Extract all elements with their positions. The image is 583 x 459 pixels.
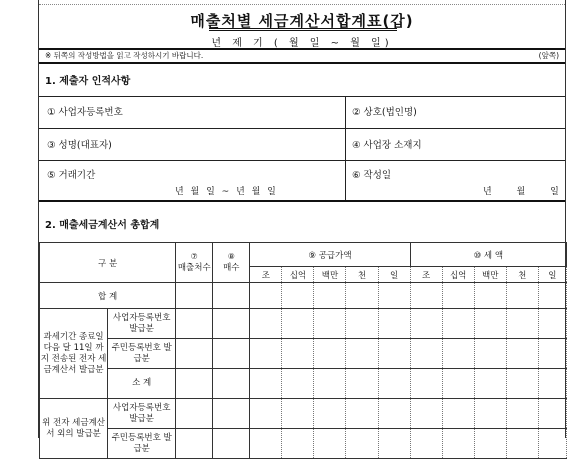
column-divider (345, 96, 346, 200)
unit-label: 조 (250, 267, 282, 283)
input-cell[interactable] (506, 339, 538, 369)
input-cell[interactable] (314, 283, 346, 309)
input-cell[interactable] (378, 339, 410, 369)
input-cell[interactable] (474, 339, 506, 369)
row-label: 사업자등록번호 발급분 (108, 309, 176, 339)
electronic-issued-group-label: 과세기간 종료일 다음 달 11일 까지 전송된 전자 세금계산서 발급분 (40, 309, 108, 399)
row-label: 소 계 (108, 369, 176, 399)
divider (39, 160, 565, 161)
tax-amount-number: ⑩ (473, 250, 482, 261)
divider (39, 128, 565, 129)
input-cell[interactable] (474, 369, 506, 399)
period-line: 년 제 기 ( 월 일 ~ 월 일) (211, 38, 393, 49)
input-cell[interactable] (314, 399, 346, 429)
business-no-field[interactable]: ① 사업자등록번호 (47, 107, 123, 118)
unit-label: 십억 (442, 267, 474, 283)
address-field[interactable]: ④ 사업장 소재지 (352, 140, 422, 151)
sheet-count-label: 매수 (223, 263, 240, 273)
input-cell[interactable] (474, 429, 506, 459)
input-cell[interactable] (314, 429, 346, 459)
input-cell[interactable] (176, 429, 213, 459)
trade-period-field[interactable]: ⑤ 거래기간 (47, 170, 96, 181)
section2-heading: 2. 매출세금계산서 총합계 (45, 220, 160, 231)
divider (39, 96, 565, 97)
category-header: 구 분 (40, 243, 176, 283)
written-date-values: 년 월 일 (483, 187, 559, 197)
summary-table (39, 242, 567, 459)
buyer-count-number: ⑦ (190, 252, 198, 261)
table-row (40, 283, 567, 309)
input-cell[interactable] (538, 429, 566, 459)
input-cell[interactable] (506, 399, 538, 429)
input-cell[interactable] (213, 339, 250, 369)
input-cell[interactable] (213, 283, 250, 309)
input-cell[interactable] (506, 369, 538, 399)
unit-label: 십억 (282, 267, 314, 283)
input-cell[interactable] (176, 399, 213, 429)
input-cell[interactable] (346, 369, 378, 399)
tax-amount-header (410, 243, 566, 267)
input-cell[interactable] (378, 283, 410, 309)
input-cell[interactable] (176, 283, 213, 309)
input-cell[interactable] (213, 399, 250, 429)
input-cell[interactable] (378, 369, 410, 399)
input-cell[interactable] (442, 399, 474, 429)
input-cell[interactable] (410, 429, 442, 459)
section1-heading: 1. 제출자 인적사항 (45, 76, 131, 87)
input-cell[interactable] (410, 309, 442, 339)
input-cell[interactable] (442, 283, 474, 309)
supply-amount-header (250, 243, 410, 267)
input-cell[interactable] (346, 429, 378, 459)
input-cell[interactable] (378, 399, 410, 429)
written-date-field[interactable]: ⑥ 작성일 (352, 170, 392, 181)
buyer-count-label: 매출처수 (177, 263, 211, 273)
supply-amount-number: ⑨ (308, 250, 317, 261)
input-cell[interactable] (506, 283, 538, 309)
input-cell[interactable] (346, 283, 378, 309)
input-cell[interactable] (176, 309, 213, 339)
input-cell[interactable] (346, 339, 378, 369)
input-cell[interactable] (474, 309, 506, 339)
input-cell[interactable] (250, 339, 282, 369)
company-field[interactable]: ② 상호(법인명) (352, 107, 417, 118)
unit-label: 천 (506, 267, 538, 283)
table-row (40, 309, 567, 339)
input-cell[interactable] (506, 309, 538, 339)
unit-label: 백만 (314, 267, 346, 283)
input-cell[interactable] (314, 309, 346, 339)
table-row (40, 429, 567, 459)
input-cell[interactable] (282, 339, 314, 369)
representative-field[interactable]: ③ 성명(대표자) (47, 140, 112, 151)
input-cell[interactable] (442, 369, 474, 399)
input-cell[interactable] (250, 429, 282, 459)
input-cell[interactable] (442, 309, 474, 339)
input-cell[interactable] (213, 309, 250, 339)
unit-label: 천 (346, 267, 378, 283)
input-cell[interactable] (250, 369, 282, 399)
instruction-note: ※ 뒤쪽의 작성방법을 읽고 작성하시기 바랍니다. (45, 51, 204, 60)
input-cell[interactable] (176, 369, 213, 399)
input-cell[interactable] (538, 309, 566, 339)
unit-label: 백만 (474, 267, 506, 283)
table-row (40, 339, 567, 369)
input-cell[interactable] (282, 429, 314, 459)
input-cell[interactable] (250, 399, 282, 429)
input-cell[interactable] (506, 429, 538, 459)
other-issued-group-label: 위 전자 세금계산서 외의 발급분 (40, 399, 108, 459)
input-cell[interactable] (410, 339, 442, 369)
input-cell[interactable] (410, 369, 442, 399)
divider (39, 200, 565, 202)
unit-label: 일 (378, 267, 410, 283)
input-cell[interactable] (346, 399, 378, 429)
input-cell[interactable] (282, 309, 314, 339)
row-label: 주민등록번호 발급분 (108, 339, 176, 369)
input-cell[interactable] (538, 399, 566, 429)
supply-amount-label: 공급가액 (318, 250, 352, 261)
unit-label: 조 (410, 267, 442, 283)
input-cell[interactable] (314, 339, 346, 369)
row-label: 사업자등록번호 발급분 (108, 399, 176, 429)
input-cell[interactable] (442, 339, 474, 369)
input-cell[interactable] (250, 283, 282, 309)
input-cell[interactable] (538, 283, 566, 309)
input-cell[interactable] (378, 429, 410, 459)
unit-label: 일 (538, 267, 566, 283)
input-cell[interactable] (346, 309, 378, 339)
top-dotted-line (39, 4, 565, 5)
tax-invoice-summary-form (38, 0, 566, 454)
form-title: 매출처별 세금계산서합계표(갑) (190, 12, 414, 30)
tax-amount-label: 세 액 (483, 250, 504, 261)
input-cell[interactable] (378, 309, 410, 339)
input-cell[interactable] (442, 429, 474, 459)
sheet-count-header (213, 243, 250, 283)
input-cell[interactable] (410, 399, 442, 429)
input-cell[interactable] (538, 369, 566, 399)
input-cell[interactable] (213, 429, 250, 459)
table-row (40, 399, 567, 429)
input-cell[interactable] (176, 339, 213, 369)
input-cell[interactable] (538, 339, 566, 369)
input-cell[interactable] (282, 369, 314, 399)
input-cell[interactable] (410, 283, 442, 309)
input-cell[interactable] (474, 283, 506, 309)
input-cell[interactable] (314, 369, 346, 399)
input-cell[interactable] (282, 399, 314, 429)
buyer-count-header (176, 243, 213, 283)
input-cell[interactable] (474, 399, 506, 429)
divider (39, 62, 565, 64)
title-underline (209, 28, 397, 31)
input-cell[interactable] (282, 283, 314, 309)
row-label: 주민등록번호 발급분 (108, 429, 176, 459)
table-row (40, 369, 567, 399)
input-cell[interactable] (213, 369, 250, 399)
side-label: (앞쪽) (538, 51, 559, 60)
input-cell[interactable] (250, 309, 282, 339)
sheet-count-number: ⑧ (227, 252, 235, 261)
trade-period-values: 년 월 일 ~ 년 월 일 (175, 187, 276, 197)
total-row-label: 합 계 (40, 283, 176, 309)
